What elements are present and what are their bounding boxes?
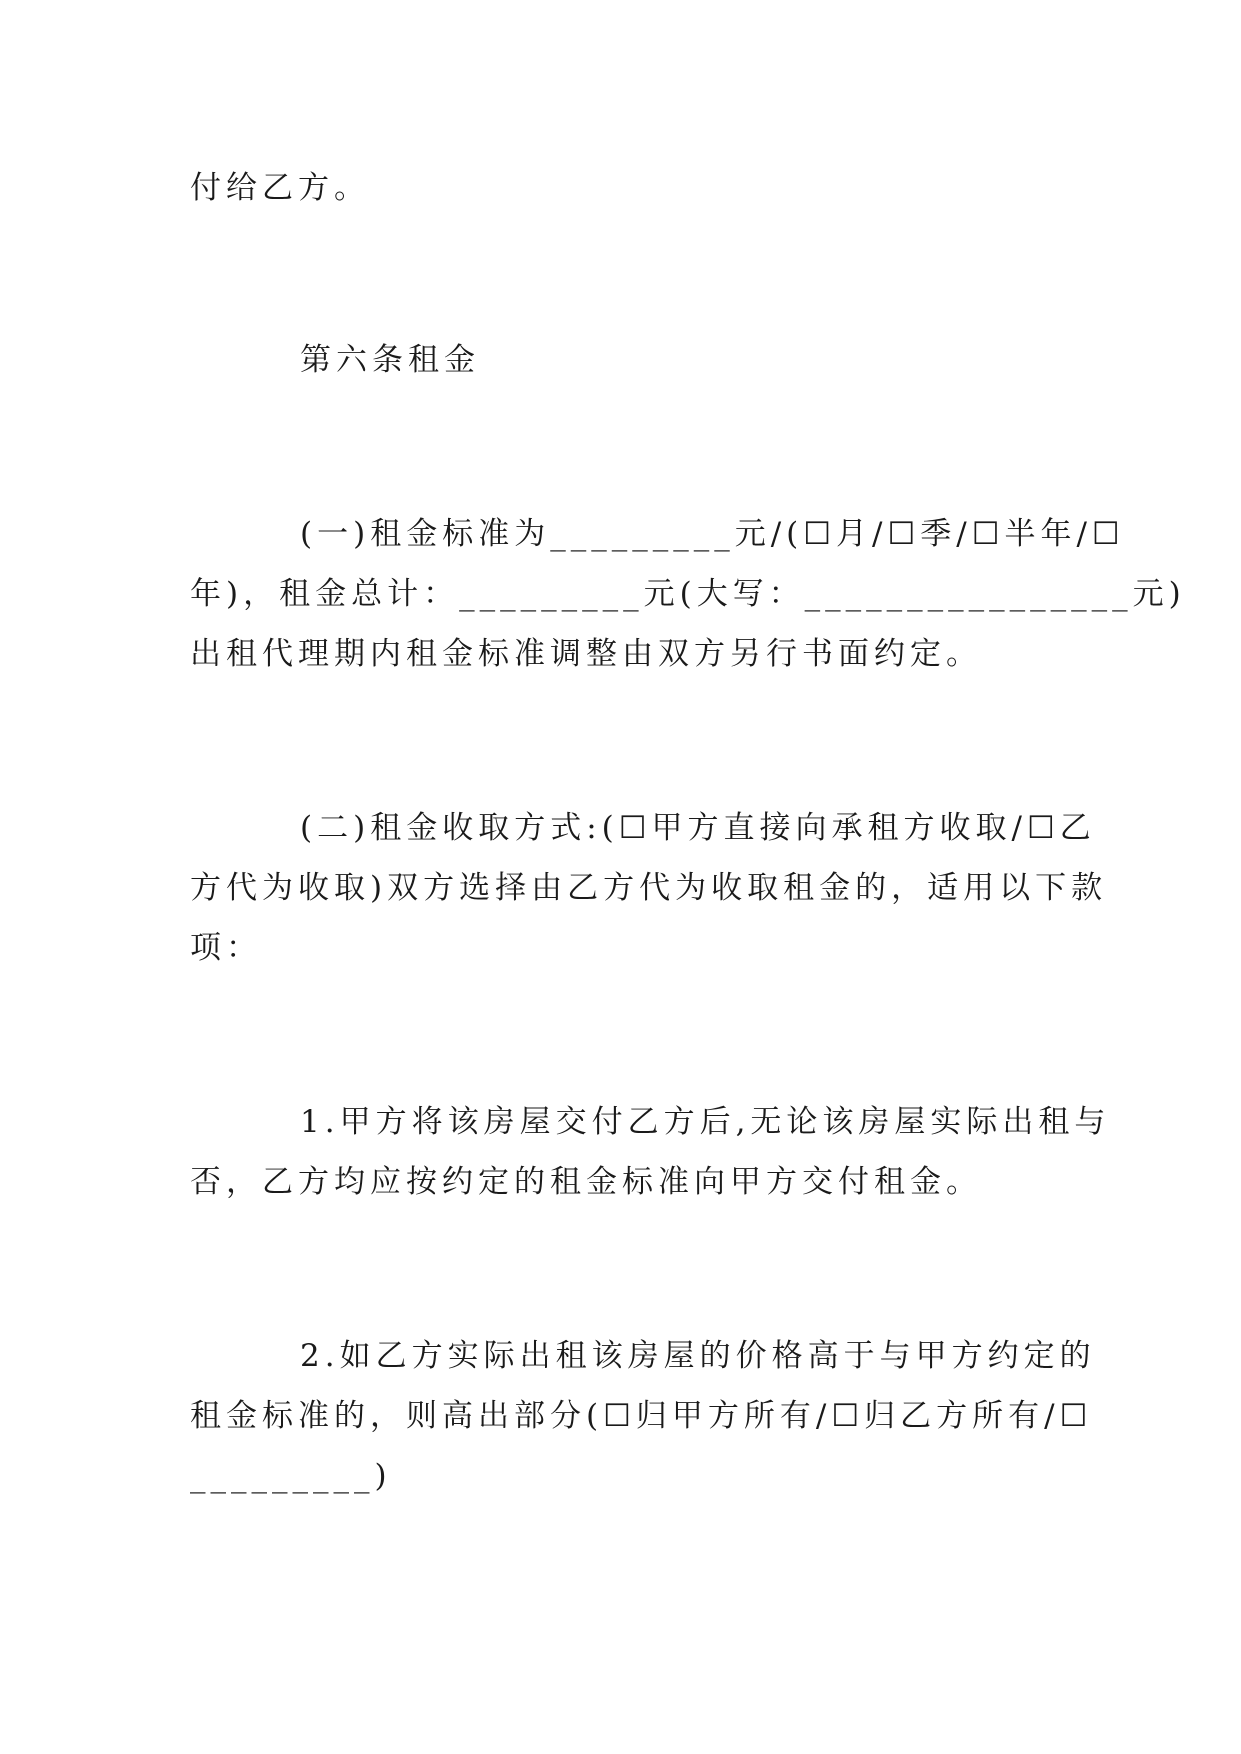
list-item-line: 租金标准的，则高出部分(☐归甲方所有/☐归乙方所有/☐ xyxy=(190,1398,1093,1434)
paragraph-line: (二)租金收取方式:(☐甲方直接向承租方收取/☐乙 xyxy=(300,810,1096,846)
list-item-line: _________) xyxy=(190,1458,392,1494)
paragraph-line: 方代为收取)双方选择由乙方代为收取租金的，适用以下款 xyxy=(190,870,1108,906)
list-item-line: 1.甲方将该房屋交付乙方后,无论该房屋实际出租与 xyxy=(300,1104,1111,1140)
paragraph-line: 付给乙方。 xyxy=(190,170,370,206)
list-item-line: 否，乙方均应按约定的租金标准向甲方交付租金。 xyxy=(190,1164,982,1200)
section-heading: 第六条租金 xyxy=(300,342,480,378)
list-item-line: 2.如乙方实际出租该房屋的价格高于与甲方约定的 xyxy=(300,1338,1096,1374)
paragraph-line: 出租代理期内租金标准调整由双方另行书面约定。 xyxy=(190,636,982,672)
paragraph-line: 项： xyxy=(190,930,262,966)
paragraph-line: 年)，租金总计：_________元(大写：________________元) xyxy=(190,576,1186,612)
paragraph-line: (一)租金标准为_________元/(☐月/☐季/☐半年/☐ xyxy=(300,516,1125,552)
